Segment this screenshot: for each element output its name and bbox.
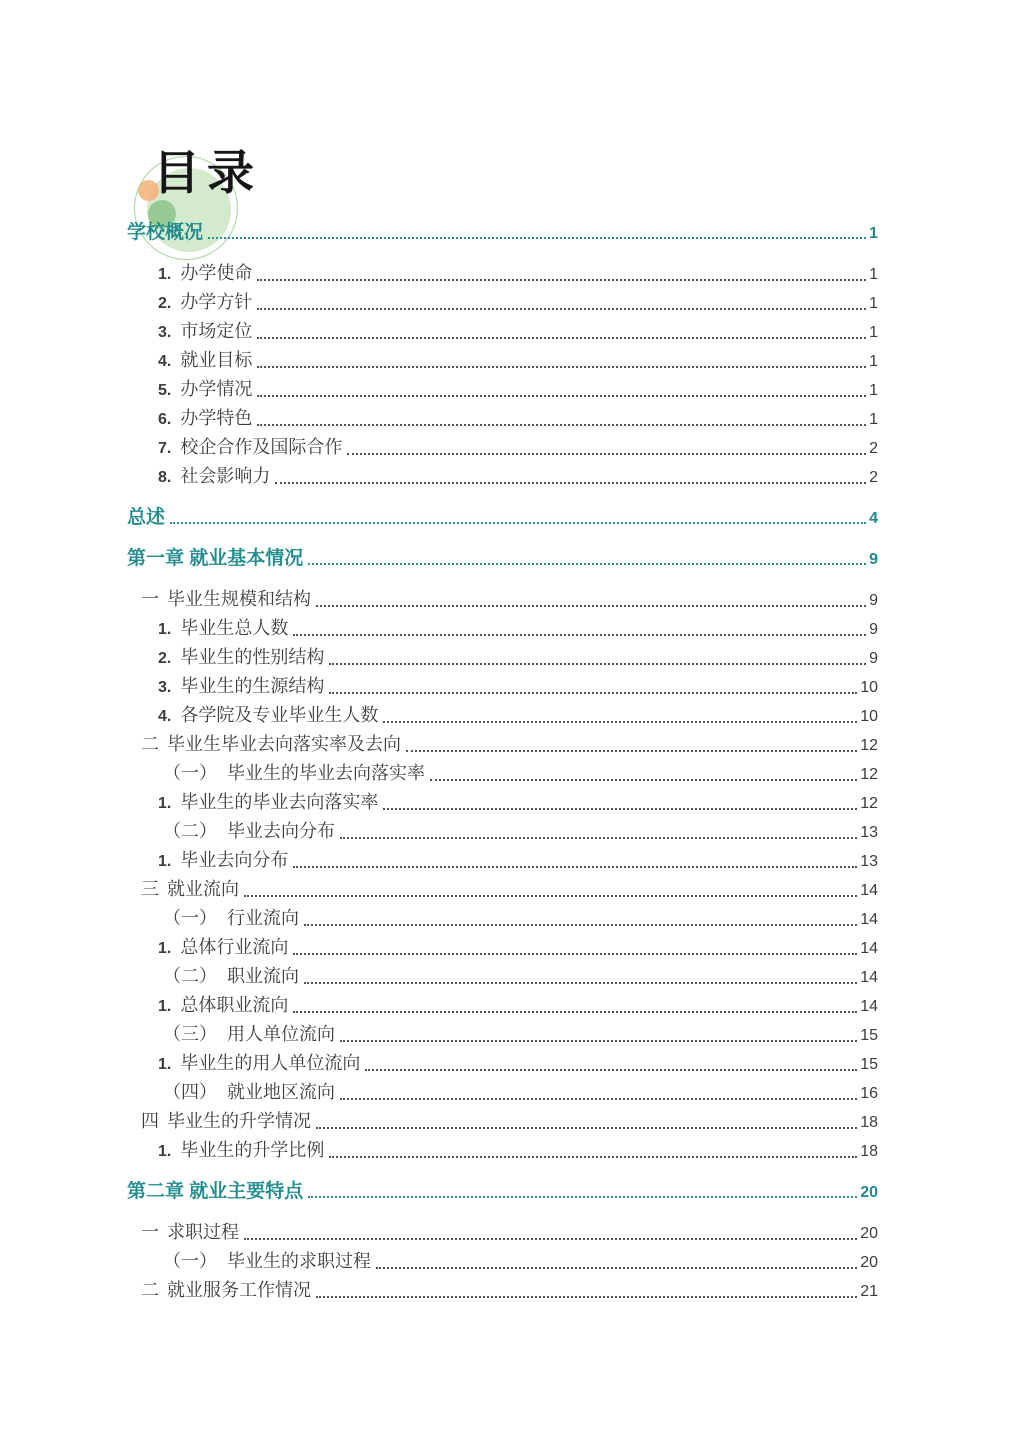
toc-entry-title: 就业目标	[180, 350, 253, 370]
dot-leader	[208, 237, 866, 239]
toc-entry-page: 10	[860, 679, 878, 696]
toc-entry-page: 9	[869, 551, 878, 568]
toc-entry-page: 4	[869, 510, 878, 527]
toc-entry-title: 求职过程	[167, 1222, 239, 1242]
toc-entry-title: 行业流向	[227, 908, 299, 928]
toc-entry-page: 14	[860, 969, 878, 986]
toc-entry-marker: 三	[141, 879, 159, 899]
toc-entry-title: 办学使命	[180, 263, 253, 283]
toc-entry[interactable]	[127, 317, 878, 346]
toc-entry[interactable]	[127, 346, 878, 375]
toc-entry-marker: 2.	[158, 650, 172, 667]
dot-leader	[293, 1011, 857, 1013]
dot-leader	[340, 837, 857, 839]
toc-entry-page: 12	[860, 766, 878, 783]
dot-leader	[308, 1196, 857, 1198]
toc-entry-title: 毕业生的升学比例	[180, 1140, 325, 1160]
toc-entry-marker: 1.	[158, 1056, 172, 1073]
dot-leader	[304, 924, 857, 926]
toc-content	[127, 0, 878, 1305]
toc-entry-page: 20	[860, 1254, 878, 1271]
dot-leader	[293, 866, 857, 868]
dot-leader	[244, 895, 857, 897]
toc-entry-title: 各学院及专业毕业生人数	[180, 705, 379, 725]
toc-entry-page: 10	[860, 708, 878, 725]
toc-entry-page: 1	[869, 266, 878, 283]
toc-entry-title: 总体行业流向	[180, 937, 289, 957]
dot-leader	[275, 482, 866, 484]
dot-leader	[293, 634, 866, 636]
toc-entry-title: 第一章 就业基本情况	[127, 548, 304, 569]
dot-leader	[316, 1296, 857, 1298]
toc-entry[interactable]	[127, 218, 878, 247]
toc-entry-page: 20	[860, 1225, 878, 1242]
toc-entry-page: 13	[860, 824, 878, 841]
toc-entry-page: 20	[860, 1184, 878, 1201]
toc-entry-title: 毕业去向分布	[180, 850, 289, 870]
toc-entry-title: 总述	[127, 507, 166, 528]
dot-leader	[308, 563, 866, 565]
toc-entry[interactable]	[127, 875, 878, 904]
dot-leader	[257, 424, 866, 426]
toc-entry-marker: 1.	[158, 998, 172, 1015]
dot-leader	[257, 395, 866, 397]
toc-entry-marker: 一	[141, 589, 159, 609]
toc-entry[interactable]	[127, 1177, 878, 1206]
toc-entry[interactable]	[127, 433, 878, 462]
dot-leader	[376, 1267, 857, 1269]
toc-entry-title: 毕业生的用人单位流向	[180, 1053, 361, 1073]
toc-entry-marker: （二）	[163, 966, 217, 986]
dot-leader	[170, 522, 866, 524]
toc-entry-marker: 3.	[158, 324, 172, 341]
dot-leader	[257, 279, 866, 281]
toc-entry[interactable]	[127, 1247, 878, 1276]
toc-entry[interactable]	[127, 375, 878, 404]
dot-leader	[257, 308, 866, 310]
toc-entry-page: 9	[869, 621, 878, 638]
toc-entry[interactable]	[127, 288, 878, 317]
toc-entry[interactable]	[127, 846, 878, 875]
toc-entry-title: 办学方针	[180, 292, 253, 312]
toc-entry-marker: 1.	[158, 266, 172, 283]
toc-entry-page: 15	[860, 1056, 878, 1073]
toc-entry-marker: 二	[141, 1280, 159, 1300]
toc-entry-title: 毕业生规模和结构	[167, 589, 311, 609]
toc-entry-title: 就业服务工作情况	[167, 1280, 311, 1300]
toc-entry-marker: （一）	[163, 1251, 217, 1271]
toc-entry-marker: （四）	[163, 1082, 217, 1102]
toc-entry-title: 第二章 就业主要特点	[127, 1181, 304, 1202]
toc-entry[interactable]	[127, 462, 878, 491]
toc-entry[interactable]	[127, 991, 878, 1020]
toc-entry-page: 16	[860, 1085, 878, 1102]
toc-entry-title: 社会影响力	[180, 466, 271, 486]
dot-leader	[257, 337, 866, 339]
toc-entry[interactable]	[127, 672, 878, 701]
toc-entry-page: 14	[860, 882, 878, 899]
toc-entry[interactable]	[127, 614, 878, 643]
toc-entry-title: 毕业生的求职过程	[227, 1251, 371, 1271]
toc-entry-marker: 四	[141, 1111, 159, 1131]
toc-entry-marker: （三）	[163, 1024, 217, 1044]
toc-entry[interactable]	[127, 1020, 878, 1049]
toc-entry-page: 1	[869, 353, 878, 370]
toc-entry-page: 14	[860, 911, 878, 928]
dot-leader	[430, 779, 857, 781]
toc-entry-page: 1	[869, 411, 878, 428]
toc-entry[interactable]	[127, 1049, 878, 1078]
toc-entry-title: 办学情况	[180, 379, 253, 399]
toc-entry[interactable]	[127, 817, 878, 846]
toc-entry-page: 9	[869, 592, 878, 609]
toc-entry-marker: 4.	[158, 708, 172, 725]
toc-entry-marker: 5.	[158, 382, 172, 399]
toc-entry[interactable]	[127, 1136, 878, 1165]
toc-entry-page: 1	[869, 382, 878, 399]
toc-entry-marker: 3.	[158, 679, 172, 696]
dot-leader	[329, 1156, 857, 1158]
toc-entry-marker: 1.	[158, 795, 172, 812]
toc-entry-page: 18	[860, 1143, 878, 1160]
toc-entry-title: 毕业生总人数	[180, 618, 289, 638]
toc-entry-page: 12	[860, 795, 878, 812]
toc-entry[interactable]	[127, 730, 878, 759]
toc-list	[127, 218, 878, 1305]
toc-entry[interactable]	[127, 585, 878, 614]
toc-entry-page: 13	[860, 853, 878, 870]
toc-entry-title: 办学特色	[180, 408, 253, 428]
toc-entry[interactable]	[127, 962, 878, 991]
dot-leader	[340, 1098, 857, 1100]
toc-entry[interactable]	[127, 544, 878, 573]
toc-entry[interactable]	[127, 1218, 878, 1247]
toc-entry-title: 毕业生的性别结构	[180, 647, 325, 667]
dot-leader	[304, 982, 857, 984]
dot-leader	[383, 808, 857, 810]
toc-entry-page: 18	[860, 1114, 878, 1131]
toc-entry-page: 14	[860, 940, 878, 957]
toc-entry-page: 1	[869, 225, 878, 242]
toc-entry-title: 毕业生的升学情况	[167, 1111, 311, 1131]
toc-entry[interactable]	[127, 759, 878, 788]
toc-entry-page: 2	[869, 469, 878, 486]
toc-entry-marker: 4.	[158, 353, 172, 370]
toc-entry-marker: （一）	[163, 763, 217, 783]
toc-entry-page: 9	[869, 650, 878, 667]
toc-entry-page: 12	[860, 737, 878, 754]
toc-entry-marker: 2.	[158, 295, 172, 312]
dot-leader	[244, 1238, 857, 1240]
toc-entry[interactable]	[127, 643, 878, 672]
toc-entry[interactable]	[127, 1078, 878, 1107]
toc-entry-title: 毕业生毕业去向落实率及去向	[167, 734, 401, 754]
dot-leader	[329, 692, 857, 694]
dot-leader	[329, 663, 866, 665]
toc-entry[interactable]	[127, 933, 878, 962]
toc-entry-marker: （一）	[163, 908, 217, 928]
toc-entry-marker: （二）	[163, 821, 217, 841]
toc-entry-title: 就业流向	[167, 879, 239, 899]
toc-entry-title: 职业流向	[227, 966, 299, 986]
toc-entry-page: 14	[860, 998, 878, 1015]
toc-entry-page: 2	[869, 440, 878, 457]
dot-leader	[383, 721, 857, 723]
toc-entry-page: 1	[869, 324, 878, 341]
dot-leader	[365, 1069, 857, 1071]
toc-entry-page: 1	[869, 295, 878, 312]
toc-entry-page: 21	[860, 1283, 878, 1300]
dot-leader	[347, 453, 866, 455]
toc-entry-title: 学校概况	[127, 222, 204, 243]
toc-entry-marker: 7.	[158, 440, 172, 457]
toc-entry-marker: 1.	[158, 1143, 172, 1160]
page-title: 目录	[153, 148, 261, 200]
dot-leader	[316, 605, 866, 607]
toc-entry-marker: 6.	[158, 411, 172, 428]
toc-entry-page: 15	[860, 1027, 878, 1044]
toc-entry-marker: 一	[141, 1222, 159, 1242]
toc-entry[interactable]	[127, 1107, 878, 1136]
toc-entry-title: 市场定位	[180, 321, 253, 341]
dot-leader	[340, 1040, 857, 1042]
toc-entry[interactable]	[127, 788, 878, 817]
toc-entry[interactable]	[127, 259, 878, 288]
dot-leader	[293, 953, 857, 955]
toc-entry[interactable]	[127, 904, 878, 933]
toc-entry-marker: 8.	[158, 469, 172, 486]
toc-entry-title: 用人单位流向	[227, 1024, 335, 1044]
toc-entry[interactable]	[127, 701, 878, 730]
toc-entry-title: 毕业生的生源结构	[180, 676, 325, 696]
toc-entry[interactable]	[127, 404, 878, 433]
dot-leader	[257, 366, 866, 368]
toc-entry-marker: 二	[141, 734, 159, 754]
toc-entry[interactable]	[127, 503, 878, 532]
toc-entry-title: 总体职业流向	[180, 995, 289, 1015]
toc-entry-marker: 1.	[158, 621, 172, 638]
toc-entry[interactable]	[127, 1276, 878, 1305]
toc-entry-marker: 1.	[158, 940, 172, 957]
toc-entry-title: 毕业生的毕业去向落实率	[180, 792, 379, 812]
toc-entry-title: 毕业去向分布	[227, 821, 335, 841]
toc-entry-title: 毕业生的毕业去向落实率	[227, 763, 425, 783]
dot-leader	[406, 750, 857, 752]
toc-entry-title: 就业地区流向	[227, 1082, 335, 1102]
toc-entry-title: 校企合作及国际合作	[180, 437, 343, 457]
dot-leader	[316, 1127, 857, 1129]
toc-entry-marker: 1.	[158, 853, 172, 870]
